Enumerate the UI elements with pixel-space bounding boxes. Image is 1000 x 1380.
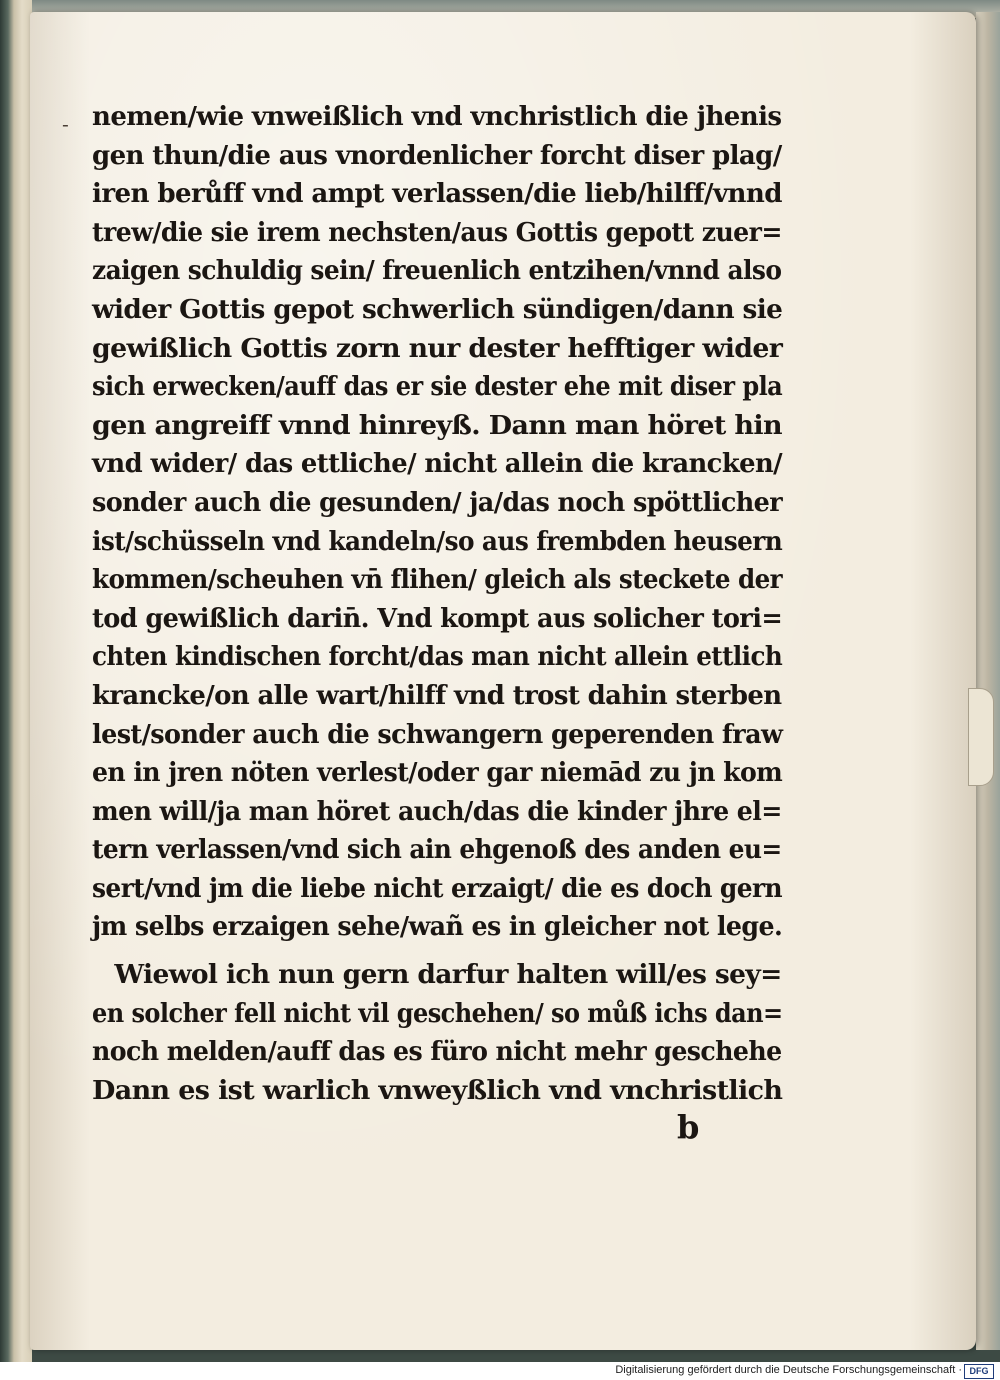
text-line: en in jren nöten verlest/oder gar niemād zu jn kom	[92, 758, 783, 789]
text-line: gen thun/die aus vnordenlicher forcht diser plag/	[92, 140, 782, 171]
text-line: lest/sonder auch die schwangern geperenden fraw	[92, 719, 783, 750]
funding-credit: Digitalisierung gefördert durch die Deutsche Forschungsgemeinschaft ·	[615, 1364, 962, 1376]
text-line: Dann es ist warlich vnweyßlich vnd vnchristlich	[92, 1075, 783, 1106]
text-line: men will/ja man höret auch/das die kinder jhre el=	[92, 796, 782, 827]
text-line: sert/vnd jm die liebe nicht erzaigt/ die es doch gern	[92, 873, 783, 904]
text-line: Wiewol ich nun gern darfur halten will/es sey=	[114, 960, 782, 990]
right-fore-edge	[976, 12, 1000, 1350]
signature-mark: b	[677, 1108, 700, 1146]
text-line: ist/schüsseln vnd kandeln/so aus frembden heusern	[92, 526, 783, 557]
text-line: sonder auch die gesunden/ ja/das noch spöttlicher	[92, 487, 783, 518]
text-line: sich erwecken/auff das er sie dester ehe mit diser pla	[92, 372, 783, 403]
text-line: jm selbs erzaigen sehe/wañ es in gleicher not lege.	[92, 912, 783, 943]
margin-mark: -	[62, 112, 69, 136]
dfg-logo: DFG	[964, 1364, 994, 1379]
page-tab	[968, 688, 994, 786]
text-line: chten kindischen forcht/das man nicht allein ettlich	[92, 642, 783, 673]
text-line: tern verlassen/vnd sich ain ehgenoß des anden eu=	[92, 835, 782, 866]
left-page-edge	[0, 0, 32, 1362]
text-line: krancke/on alle wart/hilff vnd trost dahin sterben	[92, 680, 782, 711]
text-line: tod gewißlich darin̄. Vnd kompt aus solicher tori=	[92, 603, 783, 634]
text-line: trew/die sie irem nechsten/aus Gottis gepott zuer=	[92, 217, 782, 248]
text-line: gewißlich Gottis zorn nur dester hefftiger wider	[92, 333, 783, 364]
paragraph-1	[92, 98, 782, 947]
text-line: kommen/scheuhen vn̄ flihen/ gleich als steckete der	[92, 565, 783, 596]
text-line: gen angreiff vnnd hinreyß. Dann man höret hin	[92, 410, 782, 441]
paragraph-2	[92, 956, 782, 1110]
text-line: vnd wider/ das ettliche/ nicht allein die krancken/	[92, 449, 783, 480]
text-line: en solcher fell nicht vil geschehen/ so můß ichs dan=	[92, 998, 783, 1029]
text-line: nemen/wie vnweißlich vnd vnchristlich die jhenis	[92, 102, 782, 132]
text-line: wider Gottis gepot schwerlich sündigen/dann sie	[92, 294, 783, 325]
text-line: zaigen schuldig sein/ freuenlich entzihen/vnnd also	[92, 256, 782, 287]
text-line: noch melden/auff das es füro nicht mehr geschehe	[92, 1037, 782, 1068]
text-line: iren berůff vnd ampt verlassen/die lieb/hilff/vnnd	[92, 179, 782, 210]
